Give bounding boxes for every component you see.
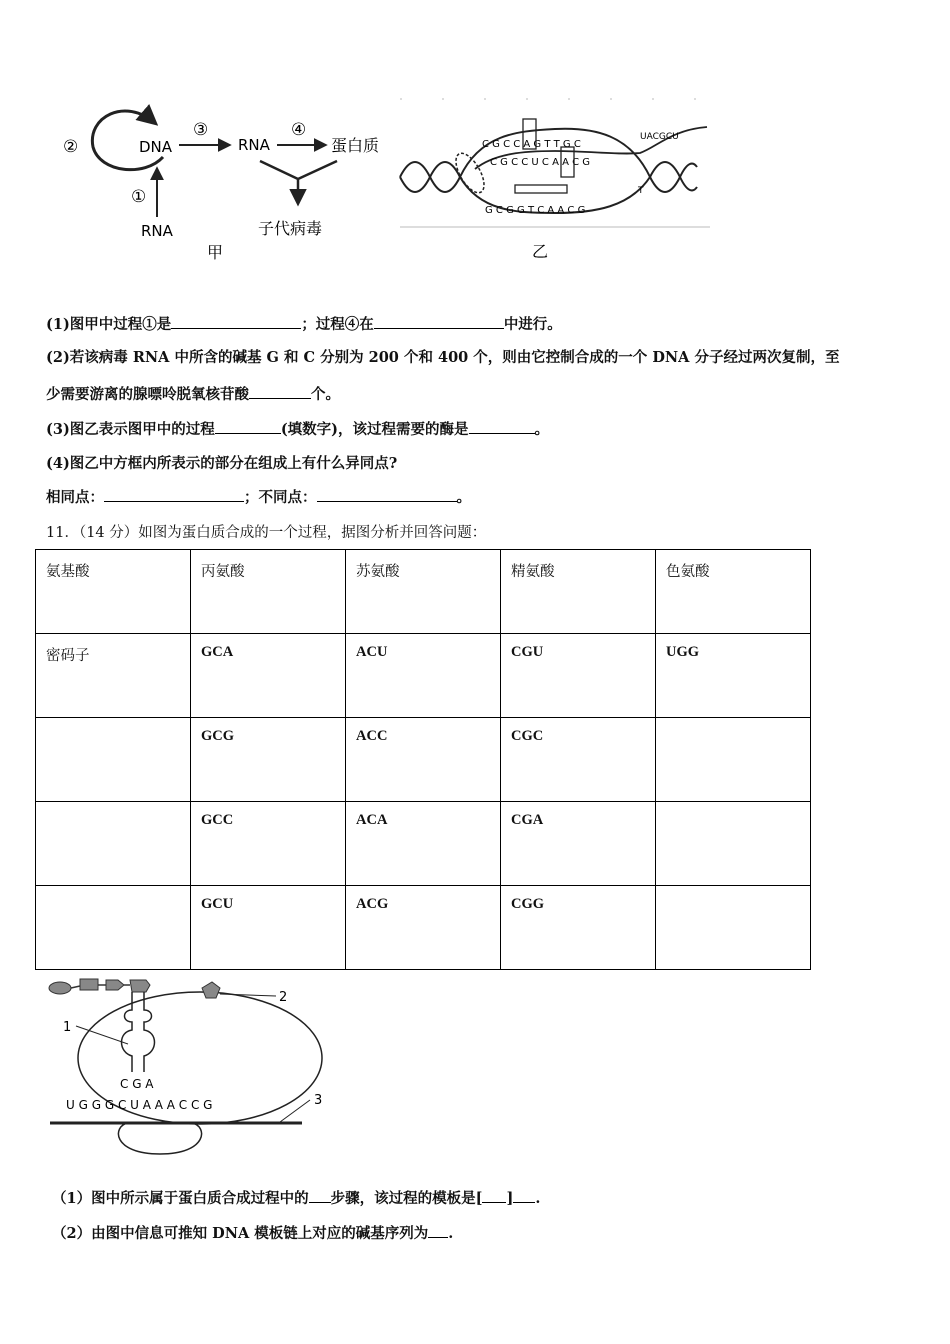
table-cell: ACU <box>346 634 501 718</box>
translate-number: ④ <box>291 120 307 140</box>
table-cell <box>656 886 811 970</box>
rna-label: RNA <box>238 136 270 154</box>
answer-blank[interactable] <box>513 1188 535 1203</box>
label-1: 1 <box>63 1020 72 1035</box>
mrna-sequence: U G G G C U A A A C C G <box>66 1098 213 1112</box>
figure-jia <box>55 95 400 270</box>
q11-part1: （1）图中所示属于蛋白质合成过程中的 步骤，该过程的模板是[ ] . <box>52 1190 541 1207</box>
mid-strand-bases: C G C C U C A A C G <box>490 157 591 168</box>
answer-blank[interactable] <box>249 384 311 399</box>
table-header-cell: 丙氨酸 <box>191 550 346 634</box>
protein-label: 蛋白质 <box>331 136 380 155</box>
answer-blank[interactable] <box>104 487 244 502</box>
q10-part2-line2: 少需要游离的腺嘌呤脱氧核苷酸 个。 <box>46 386 340 403</box>
table-cell: UGG <box>656 634 811 718</box>
table-row <box>36 718 811 802</box>
top-strand-bases: C G C C A G T T G C <box>482 139 581 150</box>
table-header-cell: 氨基酸 <box>36 550 191 634</box>
t-label: T <box>638 186 644 196</box>
q11-part2: （2）由图中信息可推知 DNA 模板链上对应的碱基序列为 . <box>52 1225 454 1242</box>
answer-blank[interactable] <box>215 419 281 434</box>
label-line-3 <box>280 1100 310 1122</box>
table-cell: ACG <box>346 886 501 970</box>
box-center <box>515 185 567 193</box>
table-cell: GCG <box>191 718 346 802</box>
peptide-unit <box>80 979 98 990</box>
answer-blank[interactable] <box>428 1223 448 1238</box>
table-row <box>36 634 811 718</box>
bottom-strand-bases: G C G G T C A A C G <box>485 205 586 216</box>
table-cell: CGU <box>501 634 656 718</box>
table-cell: CGA <box>501 802 656 886</box>
replicate-number: ② <box>63 137 79 157</box>
q10-part3: (3)图乙表示图甲中的过程 (填数字)，该过程需要的酶是 。 <box>46 421 550 438</box>
label-2: 2 <box>279 990 288 1005</box>
ribosome-small-subunit <box>118 1123 201 1154</box>
table-cell: GCA <box>191 634 346 718</box>
answer-blank[interactable] <box>469 419 535 434</box>
answer-blank[interactable] <box>171 314 301 329</box>
table-cell <box>656 718 811 802</box>
table-cell: CGG <box>501 886 656 970</box>
dna-label: DNA <box>139 138 173 156</box>
answer-blank[interactable] <box>309 1188 331 1203</box>
rna-tail-bases: UACGCU <box>640 132 679 142</box>
table-cell <box>656 802 811 886</box>
codon-table <box>35 549 811 970</box>
progeny-label: 子代病毒 <box>258 219 323 238</box>
label-line-1 <box>76 1026 128 1044</box>
q10-part2-line1: (2)若该病毒 RNA 中所含的碱基 G 和 C 分别为 200 个和 400 个，则由它控制合成的一个 DNA 分子经过两次复制，至 <box>46 349 840 366</box>
table-cell <box>36 718 191 802</box>
table-cell: CGC <box>501 718 656 802</box>
answer-blank[interactable] <box>374 314 504 329</box>
anticodon: C G A <box>120 1077 154 1091</box>
table-header-row <box>36 550 811 634</box>
table-header-cell: 苏氨酸 <box>346 550 501 634</box>
rna-source-label: RNA <box>141 222 173 240</box>
peptide-unit <box>49 982 71 994</box>
q11-title: 11．（14 分）如图为蛋白质合成的一个过程，据图分析并回答问题： <box>46 525 487 541</box>
table-header-cell: 精氨酸 <box>501 550 656 634</box>
figure-yi <box>395 95 715 265</box>
figure-jia-caption: 甲 <box>207 243 224 262</box>
q10-part4: (4)图乙中方框内所表示的部分在组成上有什么异同点? <box>46 455 398 472</box>
table-cell: GCC <box>191 802 346 886</box>
label-3: 3 <box>314 1093 323 1108</box>
translation-figure <box>40 976 340 1156</box>
q10-part1: (1)图甲中过程①是 ；过程④在 中进行。 <box>46 316 562 333</box>
assembly-lines <box>260 161 337 203</box>
table-cell <box>36 802 191 886</box>
answer-blank[interactable] <box>482 1188 506 1203</box>
table-cell: ACC <box>346 718 501 802</box>
peptide-unit <box>130 980 150 992</box>
peptide-bond <box>71 986 80 988</box>
dna-left-helix-b <box>400 162 460 192</box>
reverse-number: ① <box>131 187 147 207</box>
label-line-2 <box>220 994 276 996</box>
q10-part4-answer: 相同点： ；不同点： 。 <box>46 489 471 506</box>
table-cell <box>36 886 191 970</box>
table-cell: GCU <box>191 886 346 970</box>
answer-blank[interactable] <box>317 487 457 502</box>
table-header-cell: 色氨酸 <box>656 550 811 634</box>
trna <box>122 992 155 1072</box>
table-cell: ACA <box>346 802 501 886</box>
figure-yi-caption: 乙 <box>532 242 549 261</box>
transcribe-number: ③ <box>193 120 209 140</box>
amino-acid <box>202 982 220 998</box>
peptide-unit <box>106 980 124 990</box>
table-cell: 密码子 <box>36 634 191 718</box>
table-row <box>36 886 811 970</box>
table-row <box>36 802 811 886</box>
